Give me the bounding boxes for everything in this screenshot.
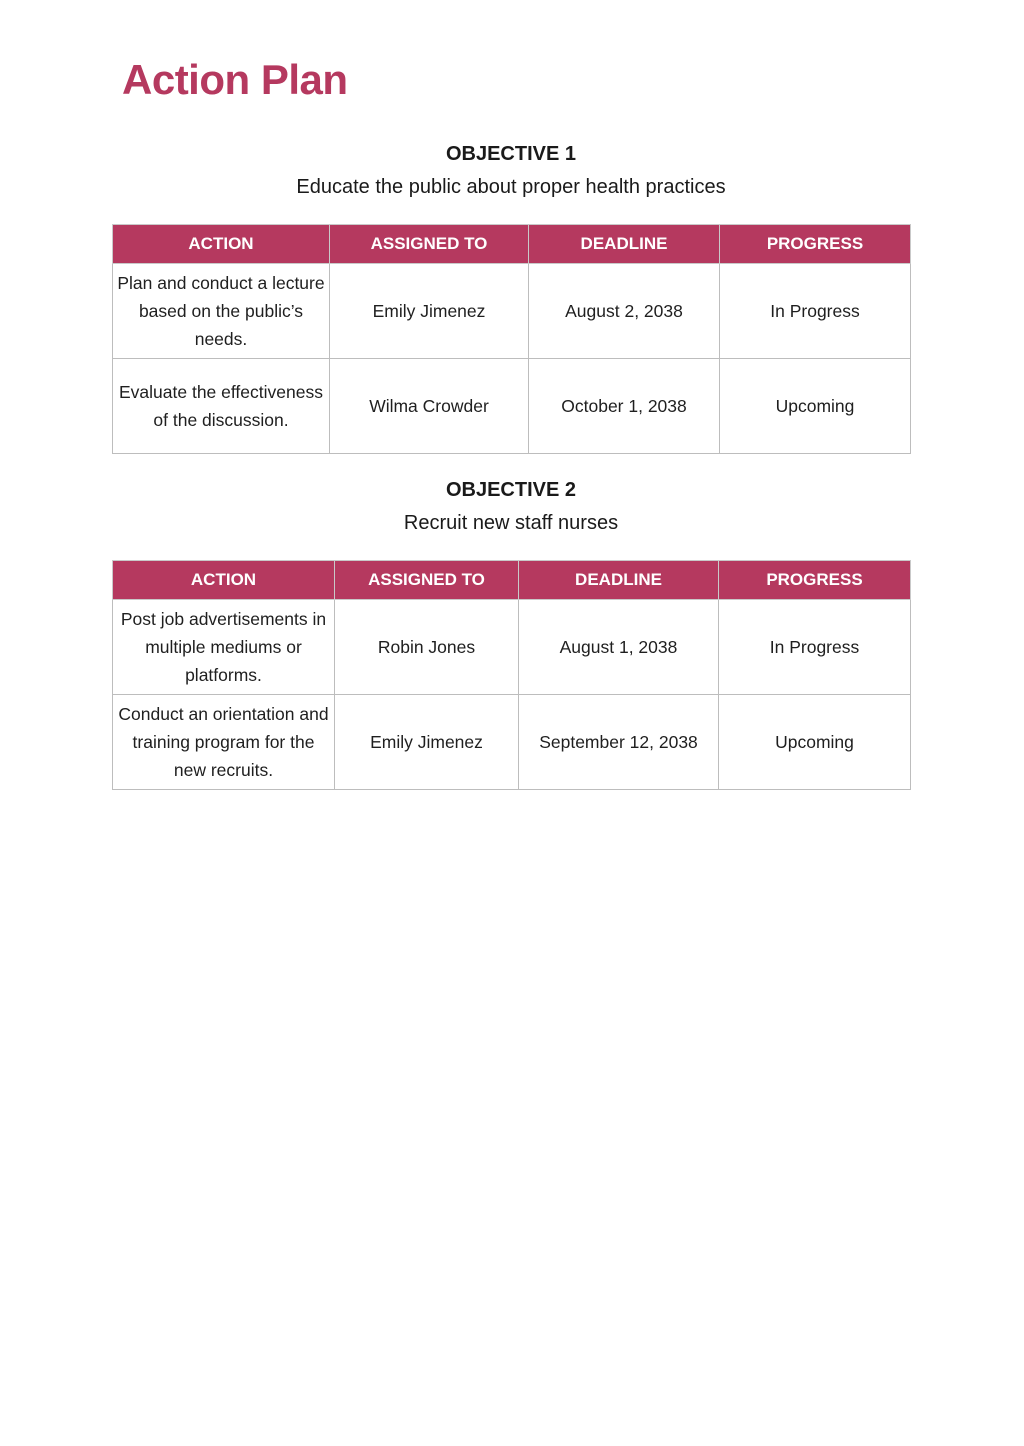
table-header-row (113, 225, 911, 264)
objective-2-section (112, 478, 910, 790)
column-header-assigned-to: ASSIGNED TO (330, 225, 529, 264)
column-header-action: ACTION (113, 561, 335, 600)
column-header-deadline: DEADLINE (519, 561, 719, 600)
assigned-to-cell: Wilma Crowder (330, 359, 529, 454)
deadline-cell: October 1, 2038 (529, 359, 720, 454)
page-title: Action Plan (122, 56, 348, 103)
table-row (113, 695, 911, 790)
deadline-cell: August 2, 2038 (529, 264, 720, 359)
progress-cell: In Progress (720, 264, 911, 359)
deadline-cell: September 12, 2038 (519, 695, 719, 790)
table-row (113, 600, 911, 695)
assigned-to-cell: Robin Jones (335, 600, 519, 695)
objective-description: Educate the public about proper health practices (296, 176, 726, 198)
action-cell: Post job advertisements in multiple mediums or platforms. (113, 600, 335, 695)
assigned-to-cell: Emily Jimenez (330, 264, 529, 359)
objective-1-table (112, 224, 911, 454)
objective-heading: OBJECTIVE 1 (445, 143, 577, 165)
progress-cell: Upcoming (720, 359, 911, 454)
table-row (113, 359, 911, 454)
column-header-progress: PROGRESS (719, 561, 911, 600)
assigned-to-cell: Emily Jimenez (335, 695, 519, 790)
column-header-assigned-to: ASSIGNED TO (335, 561, 519, 600)
objective-description: Recruit new staff nurses (403, 512, 619, 534)
action-cell: Conduct an orientation and training program for the new recruits. (113, 695, 335, 790)
table-row (113, 264, 911, 359)
column-header-deadline: DEADLINE (529, 225, 720, 264)
action-cell: Plan and conduct a lecture based on the public’s needs. (113, 264, 330, 359)
column-header-action: ACTION (113, 225, 330, 264)
progress-cell: Upcoming (719, 695, 911, 790)
column-header-progress: PROGRESS (720, 225, 911, 264)
action-cell: Evaluate the effectiveness of the discussion. (113, 359, 330, 454)
progress-cell: In Progress (719, 600, 911, 695)
objective-2-table (112, 560, 911, 790)
objective-heading: OBJECTIVE 2 (445, 479, 577, 501)
objective-1-section (112, 142, 910, 454)
deadline-cell: August 1, 2038 (519, 600, 719, 695)
table-header-row (113, 561, 911, 600)
